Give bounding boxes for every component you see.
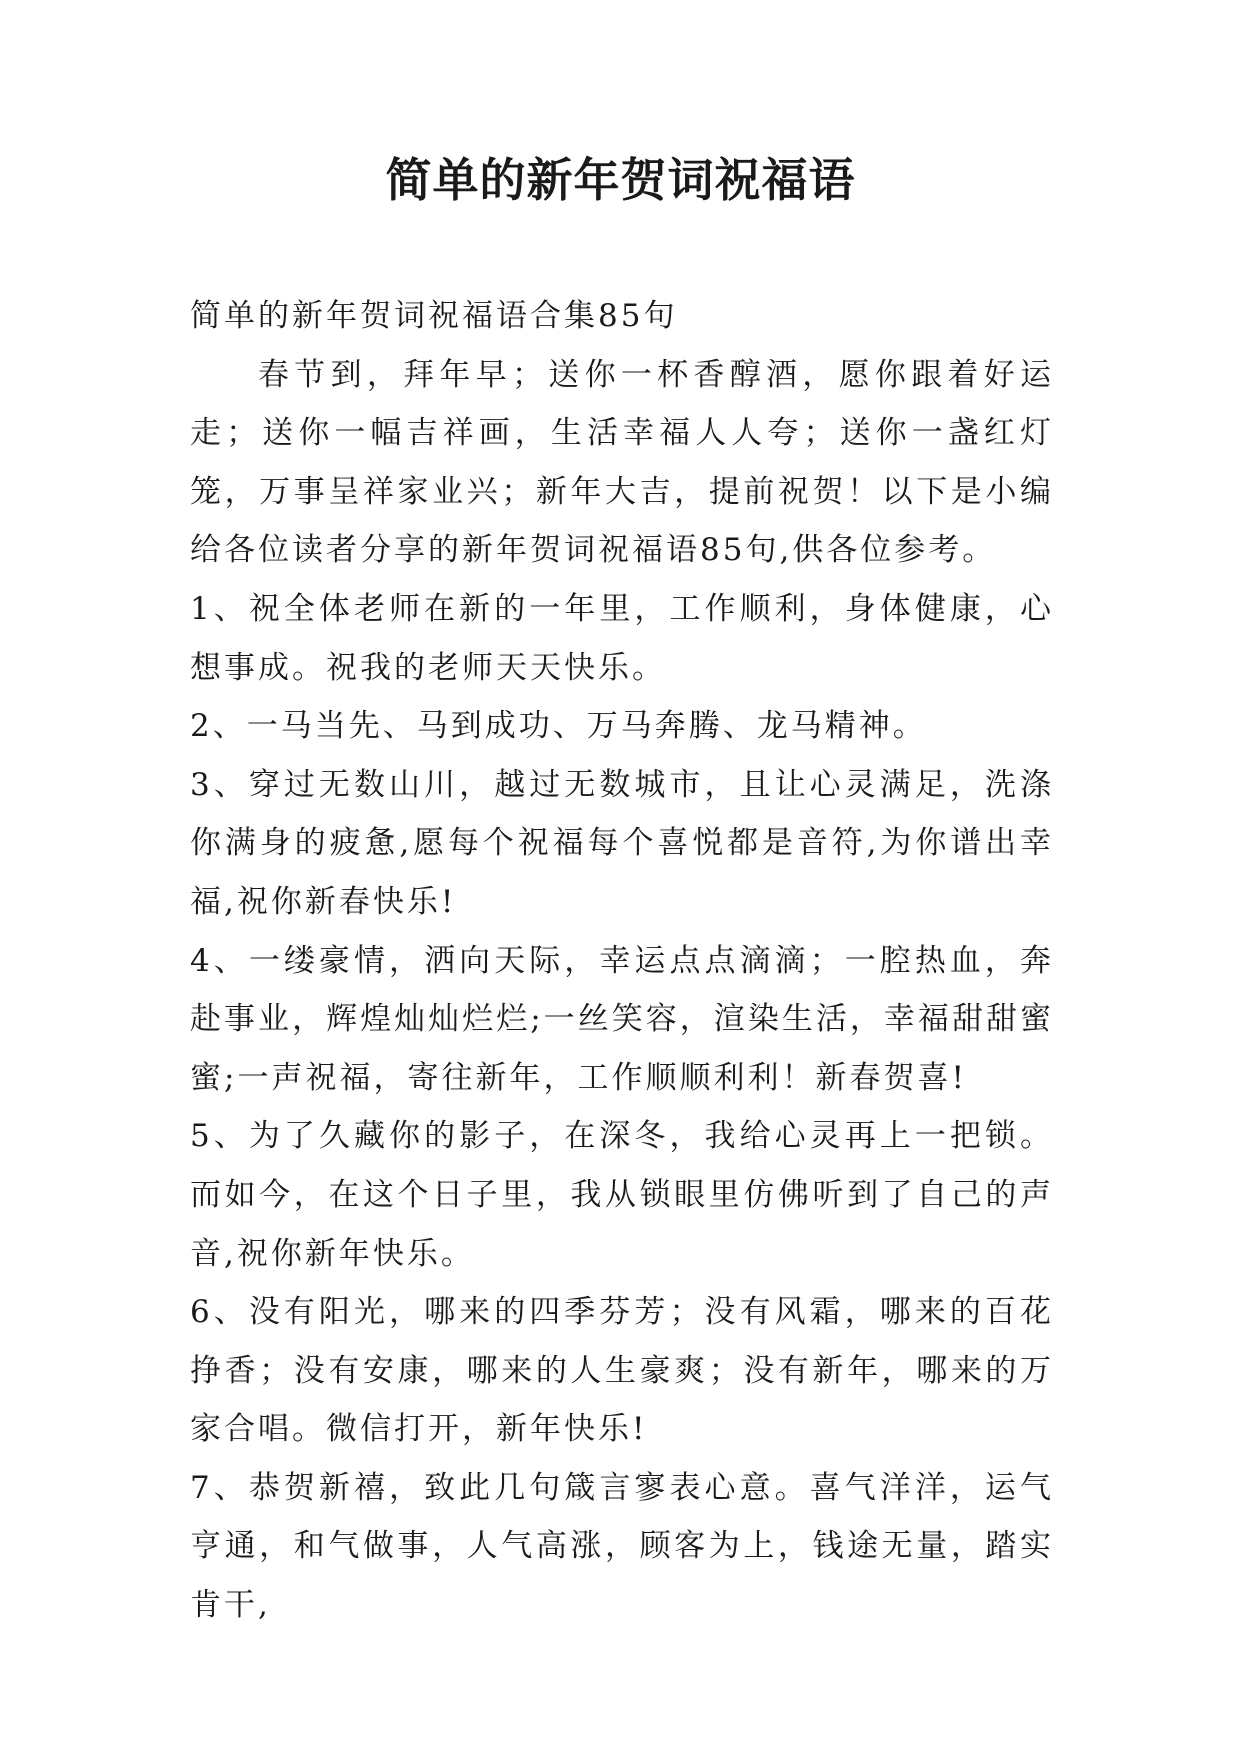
list-item: 7、恭贺新禧，致此几句箴言寥表心意。喜气洋洋，运气亨通，和气做事，人气高涨，顾客为上，钱途无量，踏实肯干,: [190, 1469, 1054, 1624]
list-item: 5、为了久藏你的影子，在深冬，我给心灵再上一把锁。而如今，在这个日子里，我从锁眼里仿佛听到了自己的声音,祝你新年快乐。: [190, 1118, 1054, 1272]
intro-paragraph: 春节到，拜年早；送你一杯香醇酒，愿你跟着好运走；送你一幅吉祥画，生活幸福人人夸；送你一盏红灯笼，万事呈祥家业兴；新年大吉，提前祝贺！以下是小编给各位读者分享的新年贺词祝福语85句,供各位参考。: [190, 356, 1054, 569]
list-item: 3、穿过无数山川，越过无数城市，且让心灵满足，洗涤你满身的疲惫,愿每个祝福每个喜悦都是音符,为你谱出幸福,祝你新春快乐!: [190, 766, 1054, 920]
list-item: 1、祝全体老师在新的一年里，工作顺利，身体健康，心想事成。祝我的老师天天快乐。: [190, 590, 1054, 686]
document-body: [190, 287, 1054, 1635]
list-item: 6、没有阳光，哪来的四季芬芳；没有风霜，哪来的百花挣香；没有安康，哪来的人生豪爽；没有新年，哪来的万家合唱。微信打开，新年快乐!: [190, 1294, 1054, 1448]
list-item: 4、一缕豪情，洒向天际，幸运点点滴滴；一腔热血，奔赴事业，辉煌灿灿烂烂;一丝笑容，渲染生活，幸福甜甜蜜蜜;一声祝福，寄往新年，工作顺顺利利！新春贺喜!: [190, 942, 1054, 1096]
document-subtitle: 简单的新年贺词祝福语合集85句: [190, 298, 678, 334]
list-item: 2、一马当先、马到成功、万马奔腾、龙马精神。: [190, 708, 927, 745]
document-title: 简单的新年贺词祝福语: [385, 153, 856, 207]
